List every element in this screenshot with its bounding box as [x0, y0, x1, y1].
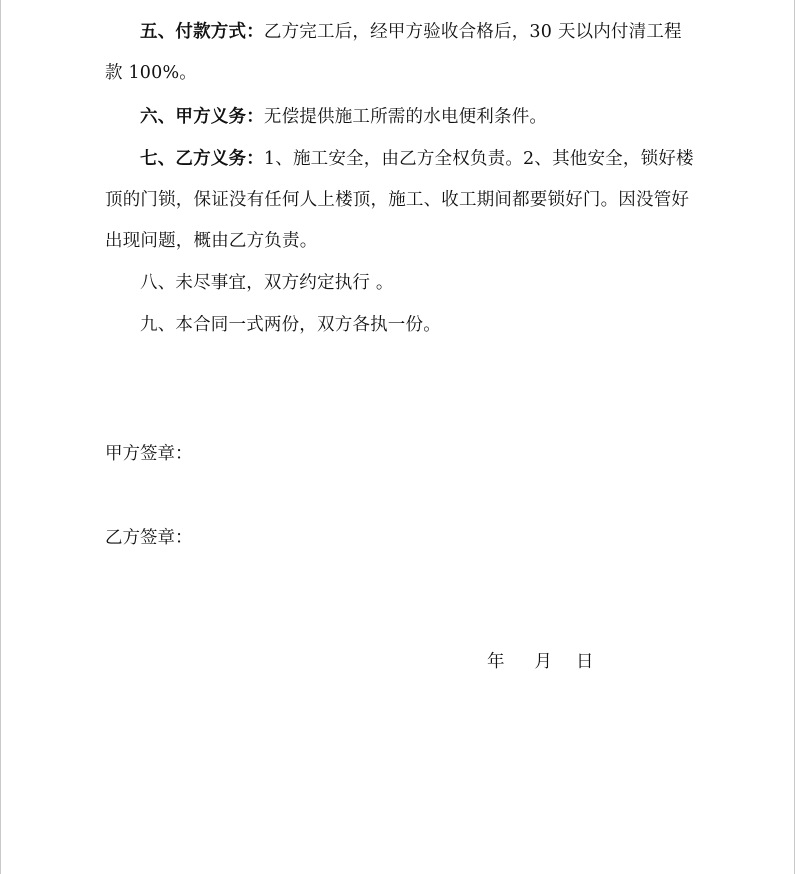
clause-other-matters: 八、未尽事宜，双方约定执行 。 — [140, 273, 394, 293]
clause-party-a-duty-text: 无偿提供施工所需的水电便利条件。 — [263, 107, 548, 127]
clause-payment — [105, 12, 695, 94]
signature-date — [487, 648, 594, 673]
date-day-label: 日 — [576, 652, 594, 672]
clause-party-a-duty — [105, 97, 695, 138]
date-year-label: 年 — [487, 652, 505, 672]
clause-party-b-duty-heading: 七、乙方义务： — [140, 149, 264, 169]
clause-party-b-duty — [105, 139, 695, 262]
clause-party-b-duty-text: 1、施工安全，由乙方全权负责。2、其他安全，锁好楼顶的门锁，保证没有任何人上楼顶，施工、收工期间都要锁好门。因没管好出现问题，概由乙方负责。 — [105, 149, 694, 251]
date-month-label: 月 — [534, 652, 552, 672]
clause-payment-heading: 五、付款方式： — [140, 22, 264, 42]
clause-payment-text: 乙方完工后，经甲方验收合格后，30 天以内付清工程款 100%。 — [105, 22, 682, 83]
clause-party-a-duty-heading: 六、甲方义务： — [140, 107, 264, 127]
party-b-signature-label: 乙方签章： — [105, 528, 193, 548]
clause-copies: 九、本合同一式两份，双方各执一份。 — [140, 315, 441, 335]
party-a-signature-label: 甲方签章： — [105, 444, 193, 464]
